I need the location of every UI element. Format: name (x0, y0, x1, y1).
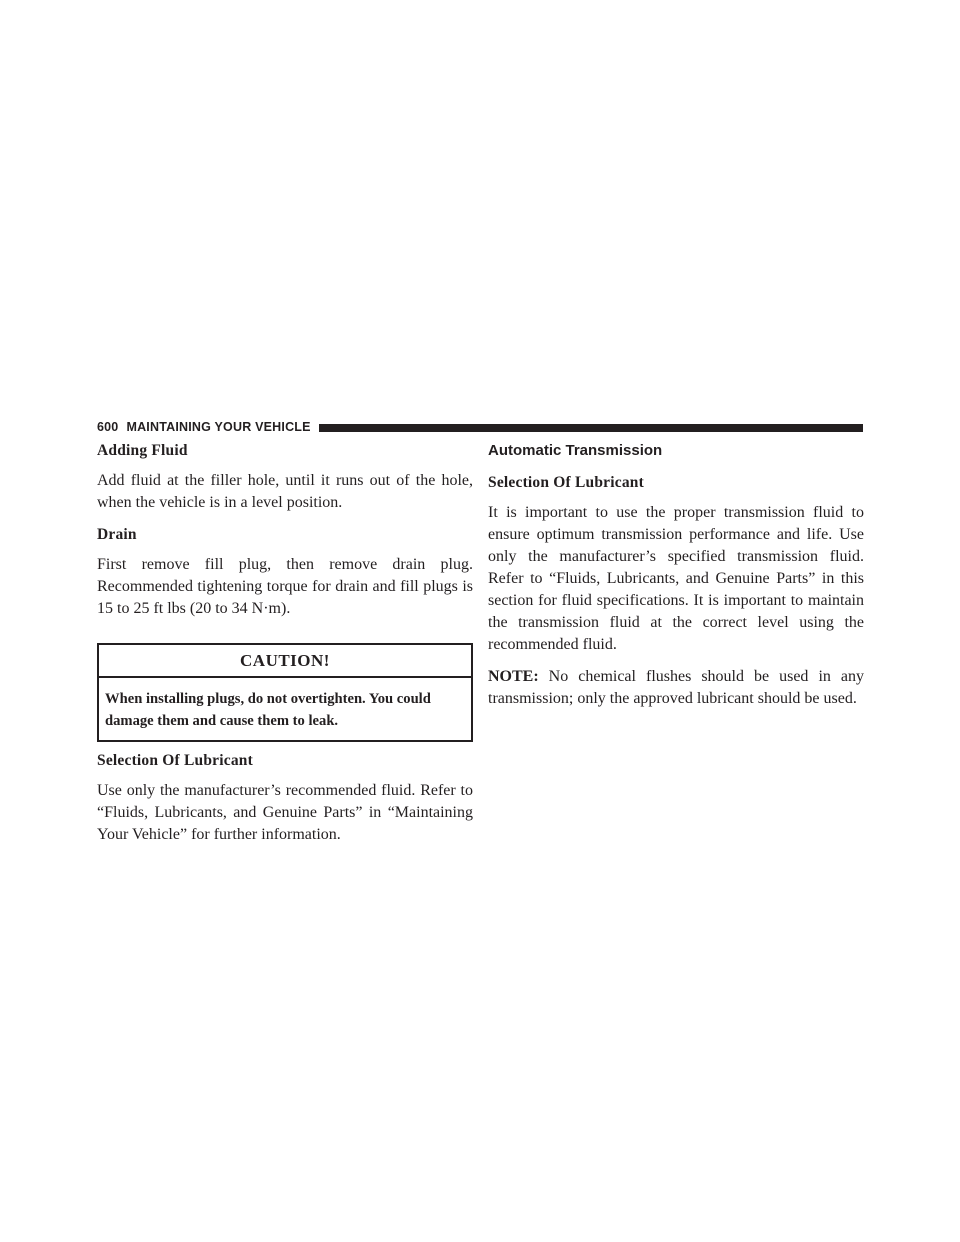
note-label: NOTE: (488, 668, 539, 685)
running-header (97, 419, 863, 435)
adding-fluid-text: Add fluid at the filler hole, until it runs out of the hole, when the vehicle is in a level position. (97, 472, 473, 511)
page-number: 600 (97, 420, 119, 434)
drain-heading: Drain (97, 526, 137, 543)
header-rule (319, 424, 863, 432)
lubricant-heading-right: Selection Of Lubricant (488, 474, 644, 491)
adding-fluid-heading: Adding Fluid (97, 442, 188, 459)
lubricant-text-right: It is important to use the proper transmission fluid to ensure optimum transmission performance and life. Use only the manufacturer’s specified transmission fluid. Refer to “Fluids, Lubricants, and Genuine Parts” in this section for fluid specifications. It is important to maintain the transmission fluid at the correct level using the recommended fluid. (488, 504, 864, 653)
caution-text: When installing plugs, do not overtighten. You could damage them and cause them to leak. (105, 691, 431, 729)
note-paragraph (488, 666, 864, 710)
drain-text: First remove fill plug, then remove drain plug. Recommended tightening torque for drain and fill plugs is 15 to 25 ft lbs (20 to 34 N·m). (97, 556, 473, 617)
lubricant-text-left: Use only the manufacturer’s recommended fluid. Refer to “Fluids, Lubricants, and Genuine Parts” in “Maintaining Your Vehicle” for further information. (97, 782, 473, 843)
note-text: No chemical flushes should be used in any transmission; only the approved lubricant should be used. (488, 668, 864, 707)
caution-box (97, 643, 473, 742)
right-column (488, 440, 864, 710)
lubricant-heading-left: Selection Of Lubricant (97, 752, 253, 769)
automatic-transmission-heading: Automatic Transmission (488, 442, 663, 459)
caution-title: CAUTION! (99, 645, 471, 678)
left-column (97, 440, 473, 846)
section-title: MAINTAINING YOUR VEHICLE (126, 420, 311, 434)
